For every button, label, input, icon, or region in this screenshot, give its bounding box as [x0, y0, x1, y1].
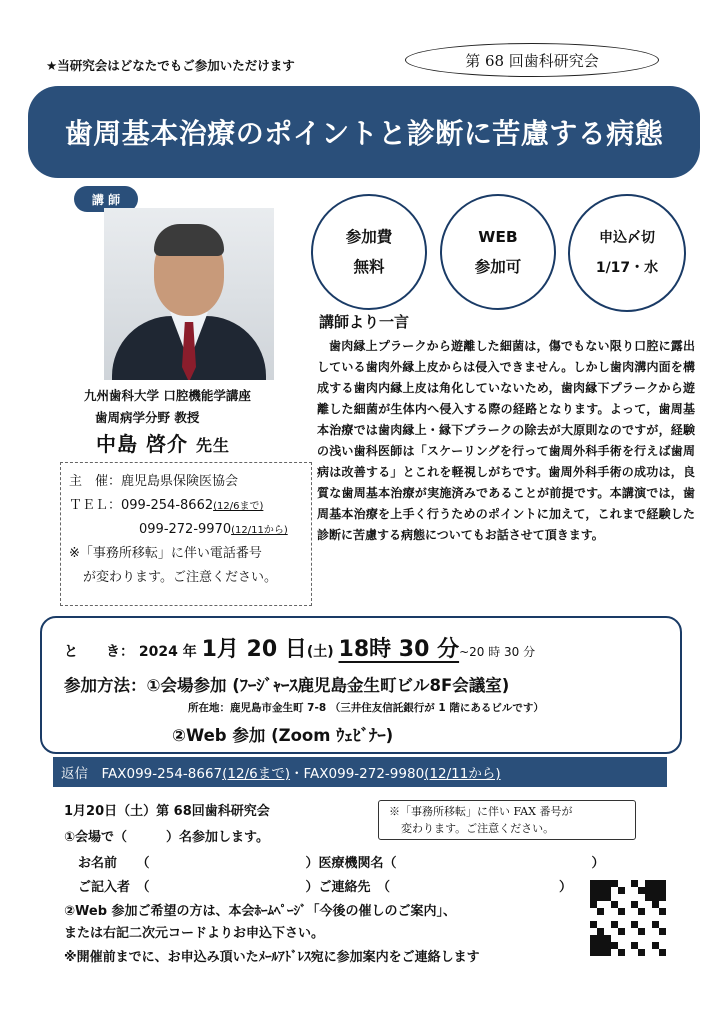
event-end-time: ~20 時 30 分: [459, 645, 536, 659]
form-writer-field[interactable]: ご記入者 （ ）ご連絡先 （ ）: [78, 880, 573, 895]
fax-note-1: (12/6まで): [222, 766, 291, 782]
lecturer-name: [96, 428, 230, 457]
page-title: 歯周基本治療のポイントと診断に苦慮する病態: [64, 117, 664, 150]
event-weekday: (土): [306, 644, 334, 660]
lecturer-position: 歯周病学分野 教授: [95, 410, 200, 425]
fee-value: 無料: [353, 258, 385, 276]
fax-number-1: 返信 FAX099-254-8667: [61, 766, 223, 782]
fee-badge: [311, 194, 427, 310]
qr-code-icon[interactable]: [590, 880, 666, 956]
lecturer-photo: [104, 208, 274, 380]
phone-change-notice-2: が変わります。ご注意ください。: [83, 570, 277, 585]
meeting-label: [405, 43, 659, 77]
deadline-label: 申込〆切: [599, 230, 655, 246]
web-badge: [440, 194, 556, 310]
fax-bar: [53, 757, 667, 787]
when-label: と き：: [64, 644, 134, 660]
participation-method: [64, 672, 509, 696]
message-body: [317, 336, 695, 546]
lecturer-honorific: 先生: [195, 436, 230, 455]
tel-row-2: [139, 519, 288, 541]
host-label: 主 催：: [69, 474, 122, 489]
fee-label: 参加費: [345, 228, 393, 246]
fax-change-notice: [378, 800, 636, 840]
lecturer-tag: 講 師: [74, 186, 138, 212]
tel-note-1: (12/6まで): [213, 501, 264, 512]
form-name-field[interactable]: お名前 （ ）医療機関名（ ）: [78, 856, 605, 871]
fax-note-2: (12/11から): [424, 766, 501, 782]
host-row: [69, 471, 238, 492]
web-label: WEB: [478, 228, 518, 246]
tel-row-1: [69, 495, 263, 517]
form-contact-notice: ※開催前までに、お申込み頂いたﾒｰﾙｱﾄﾞﾚｽ宛に参加案内をご連絡します: [64, 950, 480, 965]
lecturer-affiliation: 九州歯科大学 口腔機能学講座: [84, 388, 251, 403]
web-participation: ②Web 参加 (Zoom ｳｪﾋﾞﾅｰ): [172, 726, 394, 745]
tel-number-2: 099-272-9970: [139, 522, 232, 537]
form-web-instructions: ②Web 参加ご希望の方は、本会ﾎｰﾑﾍﾟｰｼﾞ「今後の催しのご案内」、: [64, 904, 457, 919]
venue: ①会場参加 (ﾌｰｼﾞｬｰｽ鹿児島金生町ビル8F会議室): [146, 676, 510, 695]
tel-label: ＴＥＬ：: [69, 498, 122, 513]
fax-change-notice-1: ※「事務所移転」に伴い FAX 番号が: [389, 805, 573, 818]
deadline-value: 1/17・水: [595, 260, 659, 276]
fax-number-2: ・FAX099-272-9980: [290, 766, 425, 782]
lecturer-name-text: 中島 啓介: [96, 432, 188, 456]
venue-address: 所在地：鹿児島市金生町 7-8 （三井住友信託銀行が 1 階にあるビルです）: [188, 702, 544, 714]
event-info-box: [40, 616, 682, 754]
event-start-time: 18時 30 分: [338, 637, 460, 662]
event-year: 2024 年: [138, 644, 197, 660]
form-web-instructions-2: または右記二次元コードよりお申込下さい。: [64, 926, 325, 941]
tel-note-2: (12/11から): [231, 525, 288, 536]
phone-change-notice-1: ※「事務所移転」に伴い電話番号: [69, 546, 262, 561]
web-value: 参加可: [474, 258, 522, 276]
open-participation-notice: ★当研究会はどなたでもご参加いただけます: [46, 58, 295, 73]
event-datetime: [64, 632, 535, 663]
message-title: 講師より一言: [319, 313, 410, 331]
tel-number-1: 099-254-8662: [121, 498, 214, 513]
form-onsite-count[interactable]: ①会場で（ ）名参加します。: [64, 830, 269, 845]
event-date: 1月 20 日: [201, 637, 307, 662]
deadline-badge: [568, 194, 686, 312]
meeting-label-text: 第 68 回歯科研究会: [465, 51, 599, 70]
method-label: 参加方法：: [64, 676, 147, 695]
title-banner: [28, 86, 700, 178]
message-paragraph: 歯肉縁上プラークから遊離した細菌は，傷でもない限り口腔に露出している歯肉外縁上皮からは侵入できません。しかし歯肉溝内面を構成する歯肉内縁上皮は角化していないため，歯肉縁下プラークから遊離した細菌が生体内へ侵入する際の経路となります。よって，歯周基本治療では歯肉縁上・縁下プラークの除去が大原則なのですが，経験の浅い歯科医師は「スケーリングを行って歯周外科手術を行えば歯周病は改善する」とこれを軽視しがちです。歯周外科手術の成功は，良質な歯周基本治療が実施済みであることが前提です。本講演では，歯周基本治療を上手く行うためのポイントに加えて，これまで経験した診断に苦慮する病態についてもお話させて頂きます。: [317, 339, 695, 542]
contact-box: [60, 462, 312, 606]
fax-change-notice-2: 変わります。ご注意ください。: [401, 822, 555, 835]
form-event-line: 1月20日（土）第 68回歯科研究会: [64, 804, 270, 819]
host-name: 鹿児島県保険医協会: [121, 474, 239, 489]
